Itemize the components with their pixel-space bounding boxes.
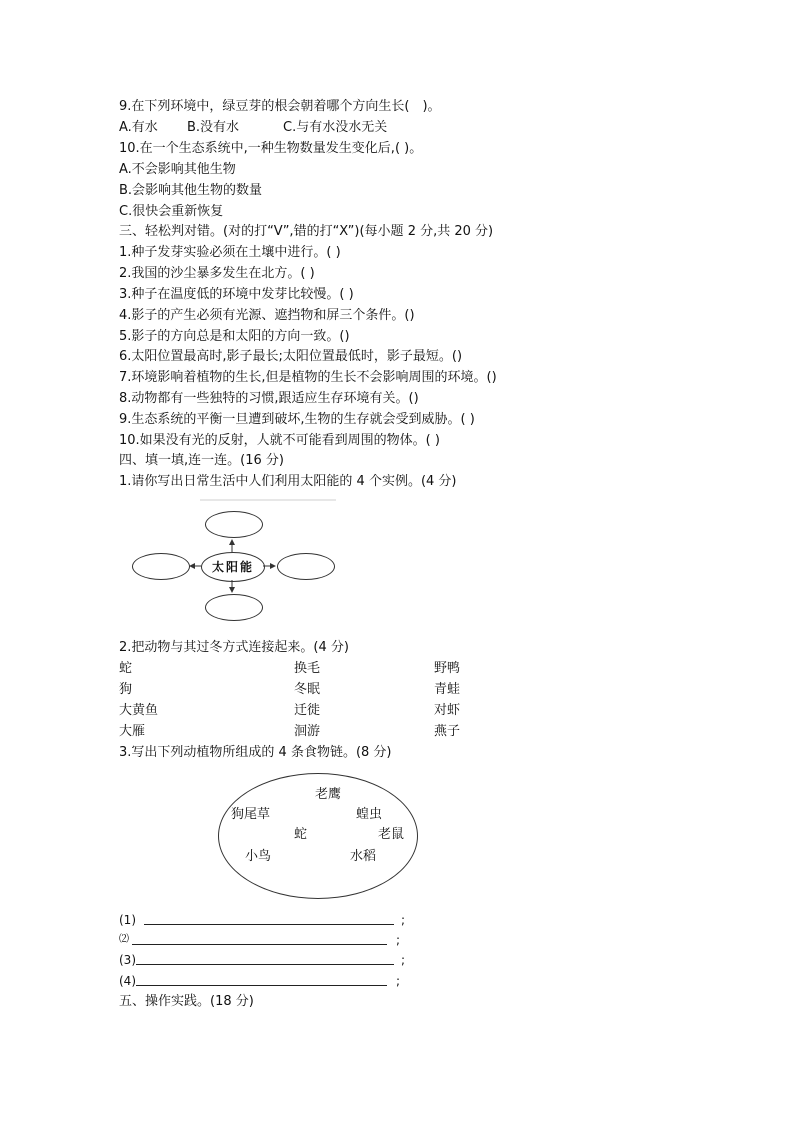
food-chain-question: 3.写出下列动植物所组成的 4 条食物链。(8 分) — [119, 745, 392, 760]
answer-terminator: ; — [396, 974, 401, 988]
judge-item-2: 2.我国的沙尘暴多发生在北方。( ) — [119, 266, 315, 281]
q9-option-b: B.没有水 — [187, 120, 240, 135]
q10-option-c: C.很快会重新恢复 — [119, 204, 224, 219]
animal-item[interactable]: 大黄鱼 — [119, 703, 159, 718]
animal-item[interactable]: 青蛙 — [434, 682, 461, 697]
judge-item-6: 6.太阳位置最高时,影子最长;太阳位置最低时，影子最短。() — [119, 349, 463, 364]
judge-item-5: 5.影子的方向总是和太阳的方向一致。() — [119, 329, 350, 344]
answer-line-1[interactable] — [144, 912, 394, 925]
answer-line-3[interactable] — [136, 952, 394, 965]
animal-item[interactable]: 对虾 — [434, 703, 461, 718]
judge-item-7: 7.环境影响着植物的生长,但是植物的生长不会影响周围的环境。() — [119, 370, 497, 385]
answer-terminator: ; — [401, 913, 406, 927]
q9-option-c: C.与有水没水无关 — [283, 120, 388, 135]
winter-method-item[interactable]: 迁徙 — [294, 703, 321, 718]
animal-item[interactable]: 大雁 — [119, 724, 146, 739]
solar-energy-center: 太阳能 — [201, 552, 265, 582]
winter-method-item[interactable]: 冬眠 — [294, 682, 321, 697]
answer-terminator: ; — [401, 953, 406, 967]
judge-item-4: 4.影子的产生必须有光源、遮挡物和屏三个条件。() — [119, 308, 415, 323]
answer-label-2: ⑵ — [119, 934, 129, 945]
winter-method-item[interactable]: 换毛 — [294, 661, 321, 676]
winter-method-item[interactable]: 洄游 — [294, 724, 321, 739]
matching-question: 2.把动物与其过冬方式连接起来。(4 分) — [119, 640, 349, 655]
question-10: 10.在一个生态系统中,一种生物数量发生变化后,( )。 — [119, 141, 423, 156]
judge-item-9: 9.生态系统的平衡一旦遭到破坏,生物的生存就会受到威胁。( ) — [119, 412, 475, 427]
organism-label: 蝗虫 — [356, 807, 383, 822]
judge-item-10: 10.如果没有光的反射，人就不可能看到周围的物体。( ) — [119, 433, 440, 448]
organism-label: 水稻 — [350, 849, 377, 864]
answer-label-1: (1) — [119, 913, 136, 927]
q9-option-a: A.有水 — [119, 120, 158, 135]
solar-question: 1.请你写出日常生活中人们利用太阳能的 4 个实例。(4 分) — [119, 474, 457, 489]
answer-line-4[interactable] — [136, 973, 387, 986]
judge-item-3: 3.种子在温度低的环境中发芽比较慢。( ) — [119, 287, 354, 302]
animal-item[interactable]: 蛇 — [119, 661, 133, 676]
q10-option-b: B.会影响其他生物的数量 — [119, 183, 263, 198]
animal-item[interactable]: 燕子 — [434, 724, 461, 739]
section4-heading: 四、填一填,连一连。(16 分) — [119, 453, 284, 468]
section5-heading: 五、操作实践。(18 分) — [119, 994, 254, 1009]
answer-label-3: (3) — [119, 953, 136, 967]
organism-label: 小鸟 — [245, 849, 272, 864]
section3-heading: 三、轻松判对错。(对的打“V”,错的打“X”)(每小题 2 分,共 20 分) — [119, 224, 494, 239]
answer-terminator: ; — [396, 933, 401, 947]
organism-label: 狗尾草 — [231, 807, 271, 822]
judge-item-8: 8.动物都有一些独特的习惯,跟适应生存环境有关。() — [119, 391, 419, 406]
question-9: 9.在下列环境中，绿豆芽的根会朝着哪个方向生长( )。 — [119, 99, 441, 114]
organism-label: 老鼠 — [378, 827, 405, 842]
animal-item[interactable]: 野鸭 — [434, 661, 461, 676]
organism-label: 蛇 — [294, 827, 308, 842]
answer-line-2[interactable] — [132, 932, 387, 945]
answer-label-4: (4) — [119, 974, 136, 988]
organism-label: 老鹰 — [315, 787, 342, 802]
blank-oval-left[interactable] — [132, 553, 190, 580]
blank-oval-right[interactable] — [277, 553, 335, 580]
q10-option-a: A.不会影响其他生物 — [119, 162, 236, 177]
animal-item[interactable]: 狗 — [119, 682, 133, 697]
blank-oval-bottom[interactable] — [205, 594, 263, 621]
blank-oval-top[interactable] — [205, 511, 263, 538]
judge-item-1: 1.种子发芽实验必须在土壤中进行。( ) — [119, 245, 341, 260]
